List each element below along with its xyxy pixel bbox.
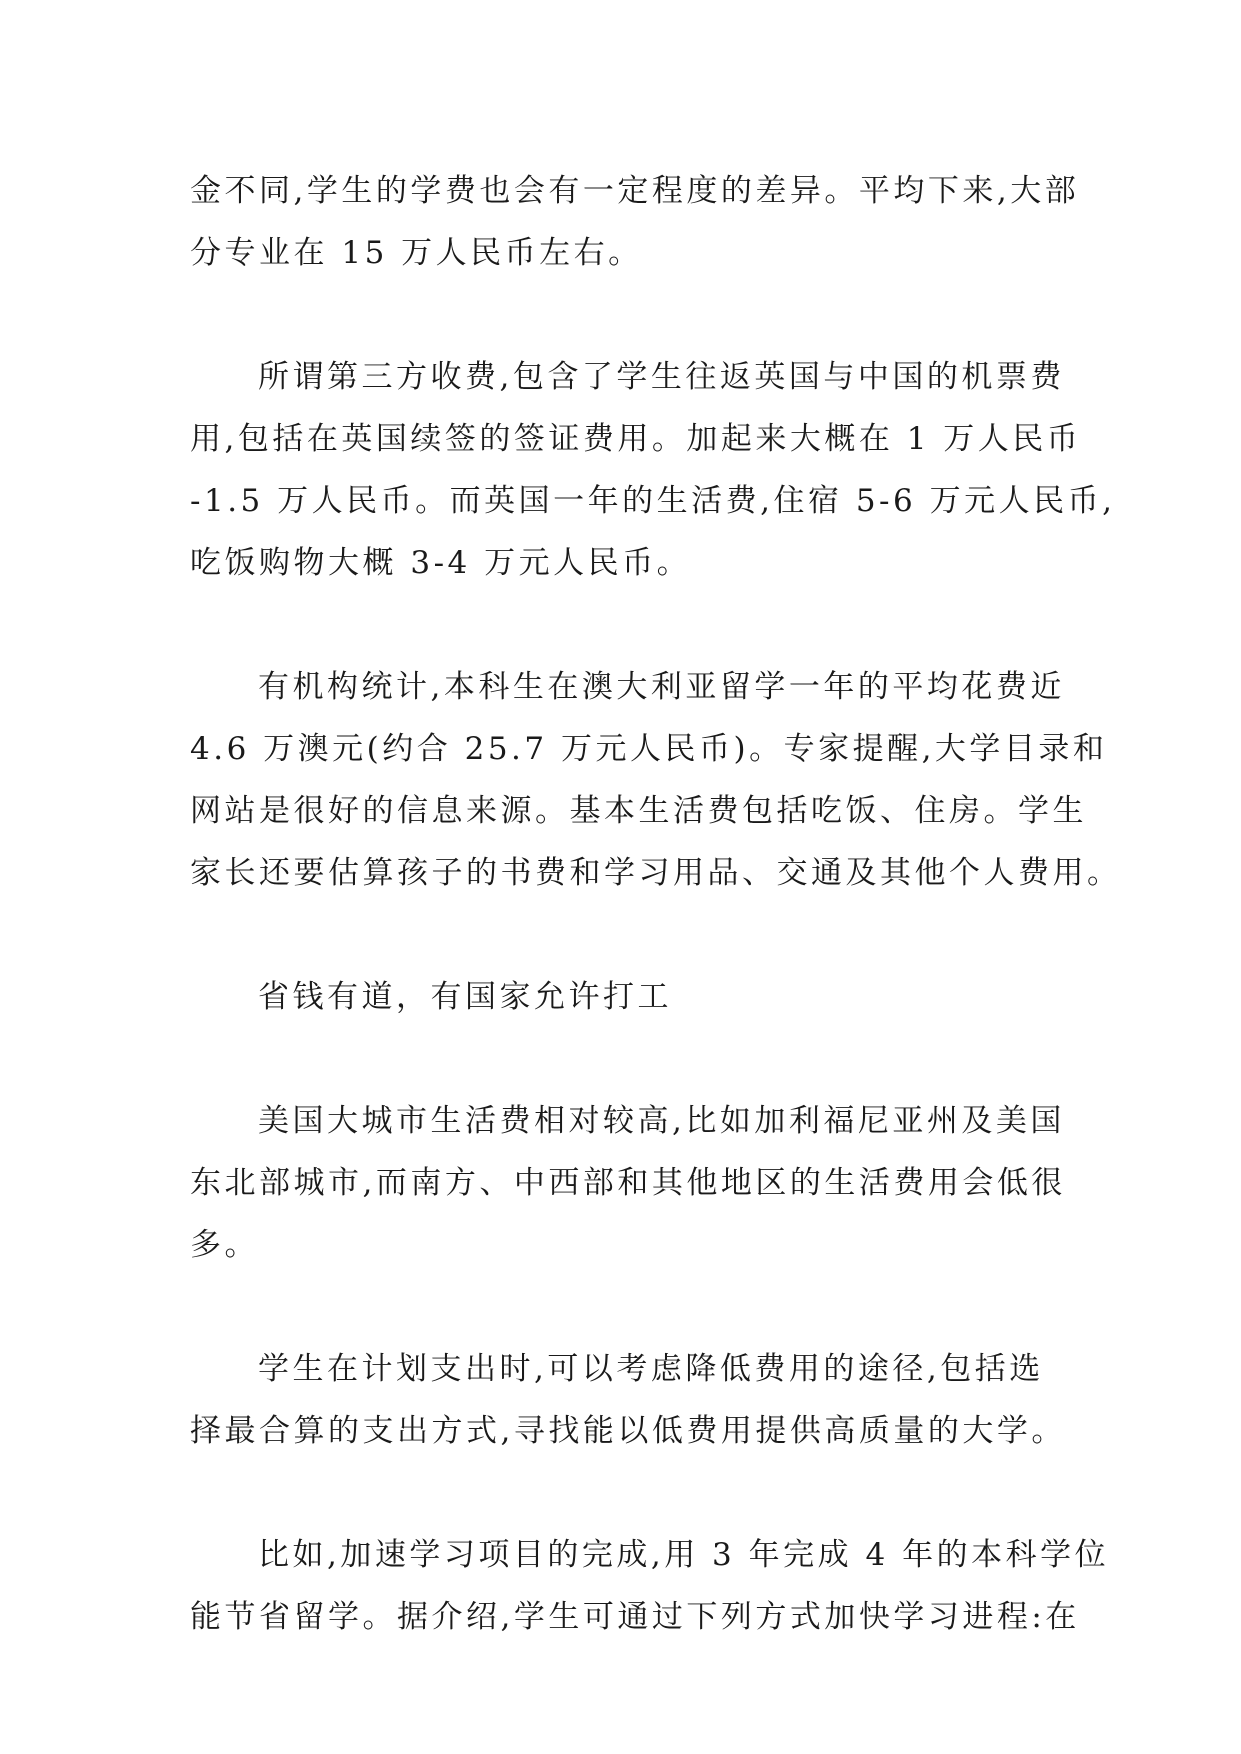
- paragraph-australia-costs: [190, 656, 1122, 904]
- document-body: [190, 160, 1122, 1710]
- text-line: 用,包括在英国续签的签证费用。加起来大概在 1 万人民币: [190, 421, 1082, 457]
- text-line: 分专业在 15 万人民币左右。: [190, 235, 643, 271]
- text-line: 东北部城市,而南方、中西部和其他地区的生活费用会低很: [190, 1165, 1066, 1201]
- text-line: 4.6 万澳元(约合 25.7 万元人民币)。专家提醒,大学目录和: [190, 731, 1108, 767]
- paragraph-accelerate-study: [190, 1524, 1110, 1648]
- text-line: 金不同,学生的学费也会有一定程度的差异。平均下来,大部: [190, 173, 1080, 209]
- text-line: 美国大城市生活费相对较高,比如加利福尼亚州及美国: [258, 1103, 1065, 1139]
- text-line: 有机构统计,本科生在澳大利亚留学一年的平均花费近: [258, 669, 1065, 705]
- text-line: 择最合算的支出方式,寻找能以低费用提供高质量的大学。: [190, 1413, 1066, 1449]
- text-line: 比如,加速学习项目的完成,用 3 年完成 4 年的本科学位: [258, 1537, 1110, 1573]
- text-line: 多。: [190, 1227, 259, 1263]
- paragraph-third-party-fees: [190, 346, 1116, 594]
- text-line: 所谓第三方收费,包含了学生往返英国与中国的机票费: [258, 359, 1065, 395]
- heading-line: 省钱有道，有国家允许打工: [258, 979, 672, 1015]
- text-line: -1.5 万人民币。而英国一年的生活费,住宿 5-6 万元人民币,: [190, 483, 1116, 519]
- paragraph-us-living-costs: [190, 1090, 1066, 1276]
- section-heading-saving-money: [190, 966, 1055, 1028]
- text-line: 家长还要估算孩子的书费和学习用品、交通及其他个人费用。: [190, 855, 1122, 891]
- text-line: 网站是很好的信息来源。基本生活费包括吃饭、住房。学生: [190, 793, 1087, 829]
- text-line: 学生在计划支出时,可以考虑降低费用的途径,包括选: [258, 1351, 1044, 1387]
- text-line: 能节省留学。据介绍,学生可通过下列方式加快学习进程:在: [190, 1599, 1080, 1635]
- paragraph-reduce-costs: [190, 1338, 1066, 1462]
- text-line: 吃饭购物大概 3-4 万元人民币。: [190, 545, 692, 581]
- paragraph-tuition-average: [190, 160, 1080, 284]
